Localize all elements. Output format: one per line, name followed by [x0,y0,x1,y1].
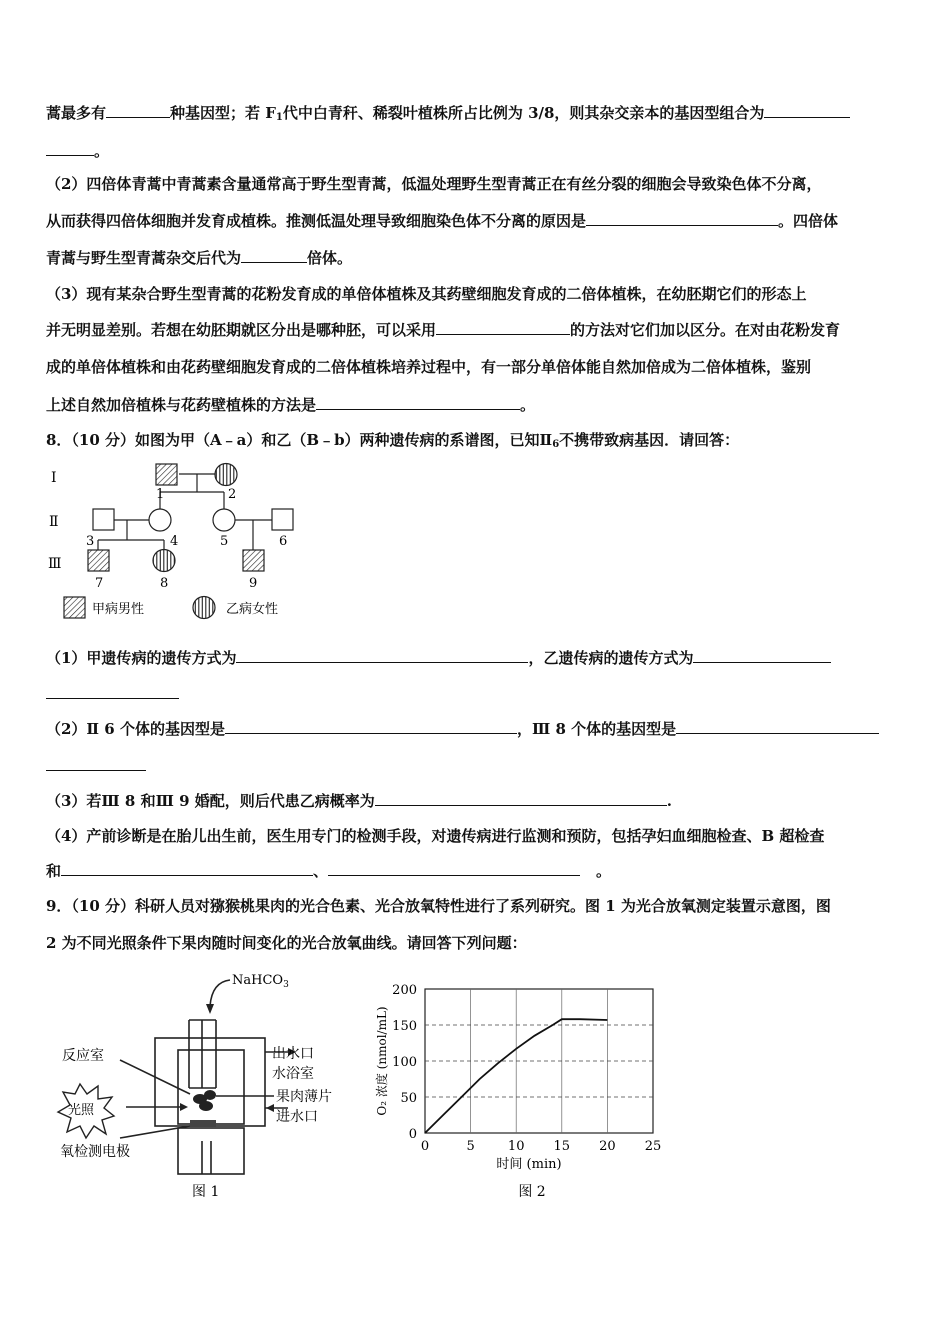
answer-blank[interactable] [764,103,850,118]
individual-II3 [93,509,114,530]
answer-blank[interactable] [693,648,831,663]
y-tick-label: 50 [400,1091,417,1106]
q7-part3-line3: 成的单倍体植株和由花药壁细胞发育成的二倍体植株培养过程中，有一部分单倍体能自然加倍成为二倍体植株，鉴别 [46,358,812,376]
q8-sub4-line2: 和 、 。 [46,862,612,880]
q8-sub4-line1: （4）产前诊断是在胎儿出生前，医生用专门的检测手段，对遗传病进行监测和预防，包括孕妇血细胞检查、B 超检查 [46,827,825,845]
answer-blank[interactable] [46,684,179,699]
individual-III7 [88,550,109,571]
x-tick-label: 25 [644,1139,662,1154]
q7-line1: 蒿最多有 种基因型；若 $F_1$代中白青秆、稀裂叶植株所占比例为 3/8，则其杂交亲本的基因型组合为 [46,103,850,128]
ind-label: 6 [279,534,288,549]
ind-label: 4 [170,534,179,549]
y-tick-label: 200 [392,983,417,998]
q8-sub1: （1）甲遗传病的遗传方式为 ，乙遗传病的遗传方式为 [46,648,831,668]
ind-label: 9 [249,576,258,591]
legend-label-b: 乙病女性 [226,602,279,617]
gen-label-II: Ⅱ [49,514,59,530]
ind-label: 7 [95,576,104,591]
answer-blank[interactable] [676,719,879,734]
y-tick-label: 0 [408,1127,417,1142]
q8-sub2-cont [46,756,146,776]
ind-label: 2 [228,487,237,502]
fig1-outlet-label: 出水口 [272,1046,314,1062]
individual-I1 [156,464,177,485]
q8-sub2: （2）Ⅱ 6 个体的基因型是 ，Ⅲ 8 个体的基因型是 [46,719,879,739]
answer-blank[interactable] [236,648,528,663]
fig1-reaction-label: 反应室 [62,1048,104,1064]
fig1-bath-label: 水浴室 [272,1066,314,1082]
answer-blank[interactable] [46,141,94,156]
answer-blank[interactable] [106,103,170,118]
individual-II5 [213,509,235,531]
q7-line2: 。 [46,141,109,161]
q7-part3-line1: （3）现有某杂合野生型青蒿的花粉发育成的单倍体植株及其药壁细胞发育成的二倍体植株，在幼胚期它们的形态上 [46,285,807,303]
ind-label: 1 [156,487,165,502]
answer-blank[interactable] [46,756,146,771]
fig2-caption: 图 2 [518,1184,546,1200]
x-tick-label: 10 [507,1139,525,1154]
answer-blank[interactable] [328,861,580,876]
q8-header: 8．（10 分）如图为甲（A﹣a）和乙（B﹣b）两种遗传病的系谱图，已知$Ⅱ_6$不携带致病基因．请回答： [46,431,740,450]
ind-label: 3 [86,534,95,549]
q9-line1: 9．（10 分）科研人员对猕猴桃果肉的光合色素、光合放氧特性进行了系列研究。图 1 为光合放氧测定装置示意图，图 [46,897,831,915]
answer-blank[interactable] [61,861,313,876]
figure2-o2-chart [370,978,680,1208]
legend-swatch-b [193,597,215,619]
x-tick-label: 5 [466,1139,475,1154]
y-tick-label: 100 [392,1055,417,1070]
pedigree-chart [44,456,314,626]
fig1-pulp-label: 果肉薄片 [276,1089,332,1105]
answer-blank[interactable] [241,248,307,263]
individual-II4 [149,509,171,531]
individual-I2 [215,464,237,486]
fig1-electrode-label: 氧检测电极 [60,1144,130,1160]
answer-blank[interactable] [225,719,517,734]
q7-part2-line2: 从而获得四倍体细胞并发育成植株。推测低温处理导致细胞染色体不分离的原因是 。四倍体 [46,212,839,230]
fig1-nahco3-label: NaHCO$_3$ [232,973,289,990]
q8-sub3: （3）若Ⅲ 8 和Ⅲ 9 婚配，则后代患乙病概率为 . [46,792,672,810]
answer-blank[interactable] [316,395,520,410]
gen-label-III: Ⅲ [48,556,62,572]
ind-label: 5 [220,534,229,549]
x-tick-label: 15 [553,1139,571,1154]
y-tick-label: 150 [392,1019,417,1034]
fig1-caption: 图 1 [192,1184,220,1200]
individual-III8 [153,550,175,572]
q7-part2-line1: （2）四倍体青蒿中青蒿素含量通常高于野生型青蒿，低温处理野生型青蒿正在有丝分裂的细胞会导致染色体不分离， [46,175,822,193]
answer-blank[interactable] [375,791,667,806]
ind-label: 8 [160,576,169,591]
individual-III9 [243,550,264,571]
fig1-light-label: 光照 [68,1103,95,1118]
answer-blank[interactable] [436,320,570,335]
chart-x-label: 时间 (min) [496,1157,562,1172]
figure1-apparatus [40,966,360,1206]
answer-blank[interactable] [586,211,778,226]
q9-line2: 2 为不同光照条件下果肉随时间变化的光合放氧曲线。请回答下列问题： [46,934,527,952]
gen-label-I: Ⅰ [51,470,57,486]
individual-II6 [272,509,293,530]
q8-sub1-cont [46,684,179,704]
x-tick-label: 0 [420,1139,430,1154]
q7-part3-line2: 并无明显差别。若想在幼胚期就区分出是哪种胚，可以采用 的方法对它们加以区分。在对由花粉发育 [46,321,841,339]
q7-part3-line4: 上述自然加倍植株与花药壁植株的方法是 。 [46,396,536,414]
legend-label-a: 甲病男性 [92,602,145,617]
q7-part2-line3: 青蒿与野生型青蒿杂交后代为 倍体。 [46,249,353,267]
x-tick-label: 20 [599,1139,616,1154]
chart-y-label: O₂ 浓度 (nmol/mL) [375,1006,389,1116]
fig1-inlet-label: 进水口 [276,1109,318,1125]
legend-swatch-a [64,597,85,618]
